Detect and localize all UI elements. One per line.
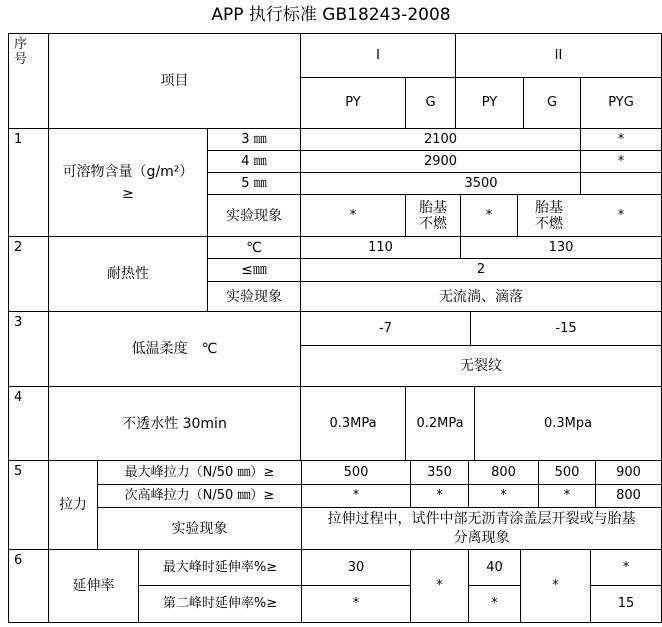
row-label-low-temp-flex: 低温柔度 ℃ xyxy=(131,341,218,357)
value-cell: 2900 xyxy=(423,153,458,169)
value-cell: 0.2MPa xyxy=(416,415,464,431)
value-cell: 15 xyxy=(617,596,635,611)
value-cell: -15 xyxy=(555,320,577,336)
header-col-g: G xyxy=(546,95,558,110)
value-cell: 无裂纹 xyxy=(460,358,502,374)
value-cell: * xyxy=(349,207,357,223)
value-cell: 350 xyxy=(427,464,452,480)
value-cell: 无流淌、滴落 xyxy=(439,288,523,305)
value-cell: 800 xyxy=(616,488,641,503)
row-label-impermeability: 不透水性 30min xyxy=(122,415,227,432)
sub-label: 最大峰拉力（N/50 ㎜）≥ xyxy=(124,464,275,480)
value-cell: * xyxy=(500,488,507,503)
value-cell: 0.3MPa xyxy=(329,415,377,431)
header-item: 项目 xyxy=(160,73,189,89)
sub-label: ≤㎜ xyxy=(241,262,267,278)
sub-label: 实验现象 xyxy=(226,288,282,305)
row-number: 2 xyxy=(14,240,23,255)
row-number: 1 xyxy=(14,132,23,147)
grid-line xyxy=(8,622,662,623)
value-cell: 500 xyxy=(554,464,580,480)
value-cell: * xyxy=(622,559,630,575)
value-cell: 30 xyxy=(347,559,365,575)
value-cell: 500 xyxy=(343,464,369,480)
value-cell: 40 xyxy=(486,559,503,575)
sub-label: ℃ xyxy=(246,239,262,256)
row-number: 3 xyxy=(14,315,23,330)
value-cell: 2100 xyxy=(423,131,458,147)
value-cell: 110 xyxy=(368,239,393,255)
value-cell: 130 xyxy=(548,239,574,255)
header-group-ii: II xyxy=(554,47,563,63)
sub-label: 次高峰拉力（N/50 ㎜）≥ xyxy=(124,488,275,503)
row-label-tensile: 拉力 xyxy=(59,497,87,513)
row-number: 4 xyxy=(14,390,23,405)
row-label-elongation: 延伸率 xyxy=(72,578,115,594)
grid-line xyxy=(8,33,9,623)
value-cell: * xyxy=(563,488,571,503)
header-seq: 序 号 xyxy=(14,37,28,67)
page-title: APP 执行标准 GB18243-2008 xyxy=(211,5,451,25)
sub-label: 5 ㎜ xyxy=(241,175,267,191)
sub-label: 最大峰时延伸率%≥ xyxy=(162,559,278,575)
value-cell: * xyxy=(617,131,625,147)
value-cell: 900 xyxy=(616,464,641,480)
value-cell: -7 xyxy=(379,320,392,336)
value-cell: * xyxy=(491,596,498,611)
value-cell: 0.3Mpa xyxy=(543,415,593,431)
value-cell: * xyxy=(436,488,443,503)
row-label-heat-resistance: 耐热性 xyxy=(107,266,149,282)
header-col-py: PY xyxy=(481,95,498,110)
value-cell: * xyxy=(552,578,559,593)
sub-label: 实验现象 xyxy=(171,520,228,537)
value-cell: * xyxy=(617,153,625,169)
sub-label: 3 ㎜ xyxy=(241,131,267,147)
value-cell: * xyxy=(352,596,360,611)
row-number: 5 xyxy=(14,464,23,479)
sub-label: 实验现象 xyxy=(226,207,282,224)
value-cell: * xyxy=(617,207,625,223)
value-cell: 拉伸过程中，试件中部无沥青涂盖层开裂或与胎基 分离现象 xyxy=(327,510,636,546)
sub-label: 第二峰时延伸率%≥ xyxy=(162,596,278,611)
row-label-solubles: 可溶物含量（g/m²） ≥ xyxy=(62,163,194,202)
header-col-py: PY xyxy=(345,95,361,110)
value-cell: * xyxy=(352,488,360,503)
row-number: 6 xyxy=(14,553,23,568)
header-group-i: I xyxy=(376,47,380,63)
value-cell: 胎基 不燃 xyxy=(535,199,563,232)
value-cell: 3500 xyxy=(464,175,498,191)
header-col-pyg: PYG xyxy=(608,95,634,110)
value-cell: * xyxy=(485,207,493,223)
value-cell: 胎基 不燃 xyxy=(419,199,447,232)
sub-label: 4 ㎜ xyxy=(241,153,267,169)
value-cell: * xyxy=(436,578,443,593)
value-cell: 800 xyxy=(491,464,516,480)
header-col-g: G xyxy=(425,95,436,110)
value-cell: 2 xyxy=(476,262,486,277)
